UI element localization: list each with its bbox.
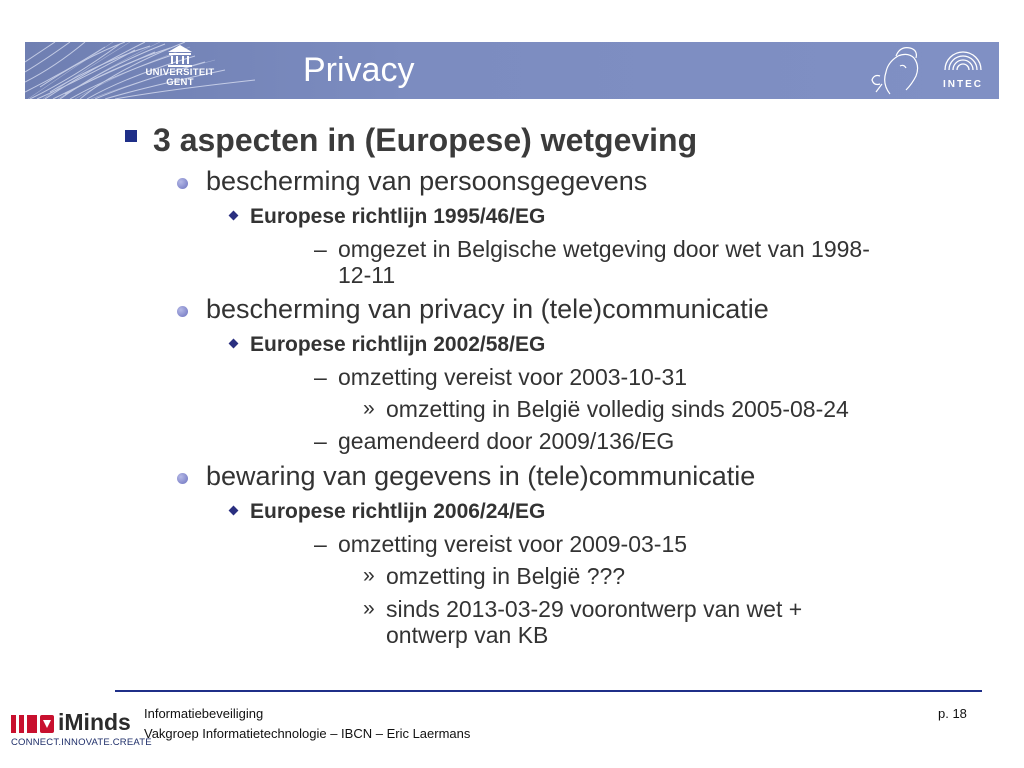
- outline-text: bewaring van gegevens in (tele)communicatie: [206, 461, 756, 491]
- slide-title: Privacy: [303, 51, 415, 89]
- footer-course: Informatiebeveiliging: [144, 706, 264, 721]
- outline-item: [314, 531, 688, 557]
- header-banner: [25, 42, 999, 99]
- outline-item: [314, 364, 688, 390]
- ugent-logo: [130, 44, 230, 97]
- dash-bullet-icon: –: [314, 531, 327, 557]
- outline-text: Europese richtlijn 2006/24/EG: [250, 500, 546, 523]
- outline-text: sinds 2013-03-29 voorontwerp van wet +: [386, 596, 803, 622]
- circle-bullet-icon: [177, 178, 188, 189]
- intec-logo: [935, 48, 991, 96]
- outline-item: [250, 499, 545, 524]
- outline-item: [363, 596, 803, 648]
- dash-bullet-icon: –: [314, 236, 327, 262]
- outline-text: bescherming van privacy in (tele)communicatie: [206, 294, 769, 324]
- outline-text-continuation: 12-11: [338, 262, 396, 288]
- outline-item: [314, 428, 675, 454]
- page-number: p. 18: [938, 706, 967, 721]
- outline-item: [206, 294, 769, 324]
- iminds-brand: iMinds: [58, 709, 131, 735]
- circle-bullet-icon: [177, 473, 188, 484]
- iminds-tagline: CONNECT.INNOVATE.CREATE: [11, 737, 152, 748]
- outline-item: [314, 236, 870, 288]
- diamond-bullet-icon: [229, 506, 239, 516]
- outline-item: [153, 122, 697, 158]
- intec-arc-icon: [943, 48, 983, 72]
- outline-item: [206, 461, 755, 491]
- outline-text: omzetting in België ???: [386, 563, 626, 589]
- iminds-logo: [10, 709, 152, 752]
- footer-author: Vakgroep Informatietechnologie – IBCN – Eric Laermans: [144, 726, 471, 741]
- guillemet-bullet-icon: »: [363, 564, 375, 587]
- guillemet-bullet-icon: »: [363, 597, 375, 620]
- circle-bullet-icon: [177, 306, 188, 317]
- minerva-icon: [860, 44, 930, 97]
- outline-item: [250, 204, 545, 229]
- iminds-bars-icon: [10, 712, 56, 736]
- outline-text: Europese richtlijn 2002/58/EG: [250, 333, 546, 356]
- outline-text: Europese richtlijn 1995/46/EG: [250, 205, 546, 228]
- outline-item: [250, 332, 545, 357]
- outline-text: omgezet in Belgische wetgeving door wet van 1998-: [338, 236, 870, 262]
- footer-divider: [115, 690, 982, 692]
- logo-line-2: GENT: [166, 77, 194, 88]
- diamond-bullet-icon: [229, 339, 239, 349]
- intec-label: INTEC: [943, 79, 983, 90]
- outline-text: geamendeerd door 2009/136/EG: [338, 428, 675, 454]
- outline-item: [206, 166, 647, 196]
- outline-text: omzetting vereist voor 2003-10-31: [338, 364, 688, 390]
- outline-item: [363, 396, 849, 422]
- outline-text-continuation: ontwerp van KB: [386, 622, 549, 648]
- outline-item: [363, 563, 626, 589]
- diamond-bullet-icon: [229, 211, 239, 221]
- ugent-building-icon: [167, 44, 193, 68]
- dash-bullet-icon: –: [314, 428, 327, 454]
- dash-bullet-icon: –: [314, 364, 327, 390]
- square-bullet-icon: [125, 130, 137, 142]
- guillemet-bullet-icon: »: [363, 397, 375, 420]
- outline-text: 3 aspecten in (Europese) wetgeving: [153, 122, 698, 158]
- outline-text: omzetting vereist voor 2009-03-15: [338, 531, 688, 557]
- outline-text: bescherming van persoonsgegevens: [206, 166, 648, 196]
- logo-line-1: UNIVERSITEIT: [145, 67, 215, 78]
- outline-text: omzetting in België volledig sinds 2005-08-24: [386, 396, 849, 422]
